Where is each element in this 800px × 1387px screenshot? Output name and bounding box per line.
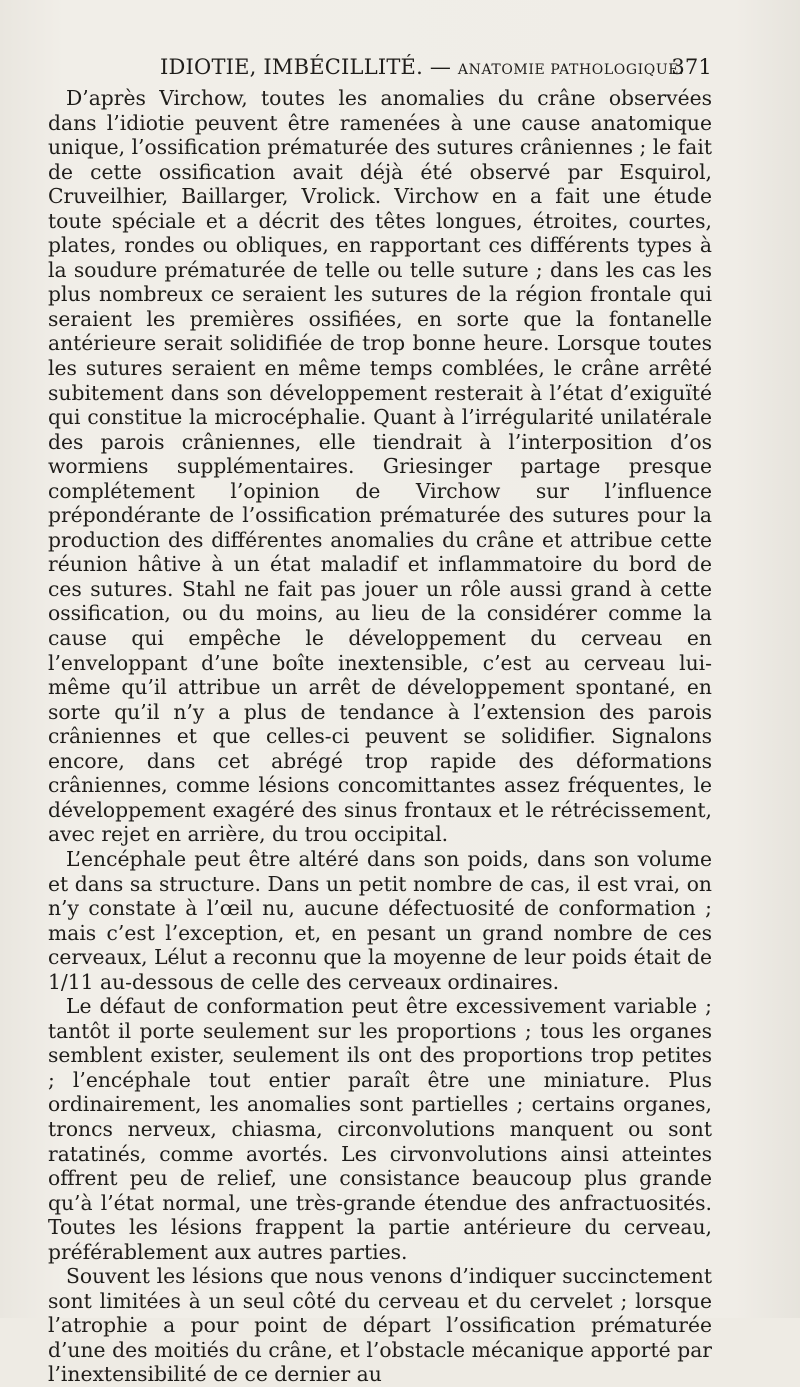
running-title-main: IDIOTIE, IMBÉCILLITÉ. — <box>160 55 458 79</box>
running-header <box>160 52 712 82</box>
body-text <box>48 86 712 1387</box>
paragraph-3: Le défaut de conformation peut être excessivement variable ; tantôt il porte seulement sur les proportions ; tous les organes semblent exister, seulement ils ont des proportions trop petites ; l’encéphale tout entier paraît être une miniature. Plus ordinairement, les anomalies sont partielles ; certains organes, troncs nerveux, chiasma, circonvolutions manquent ou sont ratatinés, comme avortés. Les cirvonvolutions ainsi atteintes offrent peu de relief, une consistance beaucoup plus grande qu’à l’état normal, une très-grande étendue des anfractuosités. Toutes les lésions frappent la partie antérieure du cerveau, préférablement aux autres parties. <box>48 994 712 1264</box>
paragraph-4: Souvent les lésions que nous venons d’indiquer succinctement sont limitées à un seul côté du cerveau et du cervelet ; lorsque l’atrophie a pour point de départ l’ossification prématurée d’une des moitiés du crâne, et l’obstacle mécanique apporté par l’inextensibilité de ce dernier au <box>48 1264 712 1387</box>
running-title-section: ANATOMIE PATHOLOGIQUE. <box>457 62 685 78</box>
running-title <box>160 52 684 85</box>
page-number: 371 <box>671 55 712 79</box>
paragraph-1: D’après Virchow, toutes les anomalies du crâne observées dans l’idiotie peuvent être ramenées à une cause anatomique unique, l’ossification prématurée des sutures crâniennes ; le fait de cette ossification avait déjà été observé par Esquirol, Cruveilhier, Baillarger, Vrolick. Virchow en a fait une étude toute spéciale et a décrit des têtes longues, étroites, courtes, plates, rondes ou obliques, en rapportant ces différents types à la soudure prématurée de telle ou telle suture ; dans les cas les plus nombreux ce seraient les sutures de la région frontale qui seraient les premières ossifiées, en sorte que la fontanelle antérieure serait solidifiée de trop bonne heure. Lorsque toutes les sutures seraient en même temps comblées, le crâne arrêté subitement dans son développement resterait à l’état d’exiguïté qui constitue la microcéphalie. Quant à l’irrégularité unilatérale des parois crâniennes, elle tiendrait à l’interposition d’os wormiens supplémentaires. Griesinger partage presque complétement l’opinion de Virchow sur l’influence prépondérante de l’ossification prématurée des sutures pour la production des différentes anomalies du crâne et attribue cette réunion hâtive à un état maladif et inflammatoire du bord de ces sutures. Stahl ne fait pas jouer un rôle aussi grand à cette ossification, ou du moins, au lieu de la considérer comme la cause qui empêche le développement du cerveau en l’enveloppant d’une boîte inextensible, c’est au cerveau lui-même qu’il attribue un arrêt de développement spontané, en sorte qu’il n’y a plus de tendance à l’extension des parois crâniennes et que celles-ci peuvent se solidifier. Signalons encore, dans cet abrégé trop rapide des déformations crâniennes, comme lésions concomittantes assez fréquentes, le développement exagéré des sinus frontaux et le rétrécissement, avec rejet en arrière, du trou occipital. <box>48 86 712 847</box>
paragraph-2: L’encéphale peut être altéré dans son poids, dans son volume et dans sa structure. Dans un petit nombre de cas, il est vrai, on n’y constate à l’œil nu, aucune défectuosité de conformation ; mais c’est l’exception, et, en pesant un grand nombre de ces cerveaux, Lélut a reconnu que la moyenne de leur poids était de 1/11 au-dessous de celle des cerveaux ordinaires. <box>48 846 712 994</box>
